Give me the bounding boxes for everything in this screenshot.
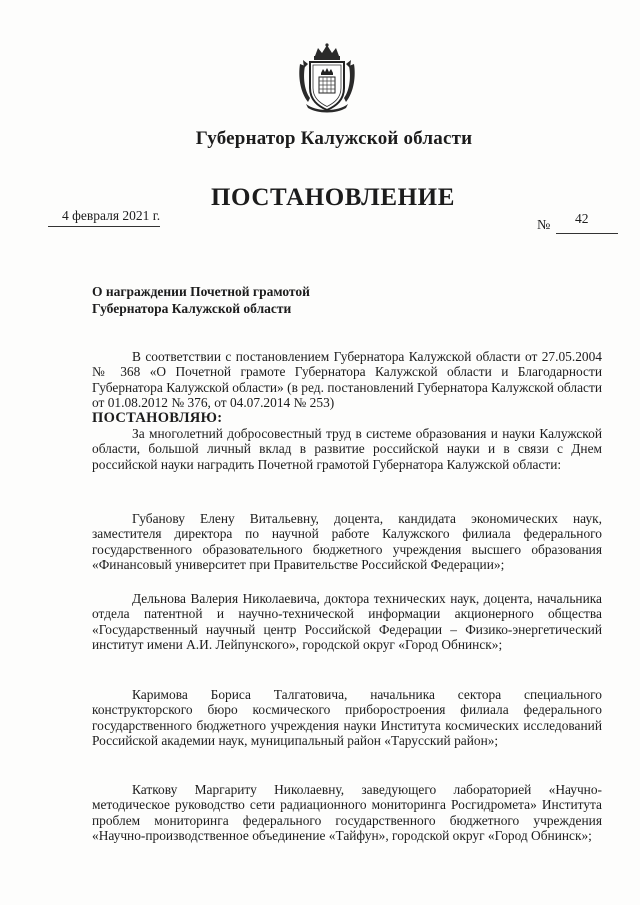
decree-word: ПОСТАНОВЛЯЮ: — [92, 409, 223, 426]
awardee-item — [92, 511, 602, 573]
subject-line-2: Губернатора Калужской области — [92, 301, 292, 316]
awardee-item — [92, 687, 602, 749]
document-number-label: № — [537, 218, 551, 233]
resolution-paragraph: За многолетний добросовестный труд в системе образования и науки Калужской области, большой личный вклад в развитие российской науки и в связи с Днем российской науки наградить Почетной грамотой Губернатора Калужской области: — [92, 426, 602, 472]
preamble-block — [92, 349, 602, 472]
document-subject — [92, 283, 310, 317]
document-number: 42 — [575, 211, 589, 226]
number-underline — [556, 233, 618, 234]
awardee-paragraph: Дельнова Валерия Николаевича, доктора технических наук, доцента, начальника отдела патентной и научно-технической информации акционерного общества «Государственный научный центр Российской Федерации – Физико-энергетический институт имени А.И. Лейпунского», городской округ «Город Обнинск»; — [92, 591, 602, 653]
coat-of-arms-icon — [296, 42, 358, 114]
awardee-item — [92, 591, 602, 653]
awardee-paragraph: Каримова Бориса Талгатовича, начальника сектора специального конструкторского бюро космического приборостроения филиала федерального государственного бюджетного учреждения науки Института космических исследований Российской академии наук, муниципальный район «Тарусский район»; — [92, 687, 602, 749]
issuer-title: Губернатор Калужской области — [195, 128, 473, 149]
date-underline — [48, 226, 160, 227]
document-date: 4 февраля 2021 г. — [62, 208, 161, 223]
awardee-item — [92, 782, 602, 844]
document-type-heading: ПОСТАНОВЛЕНИЕ — [210, 184, 456, 211]
awardee-paragraph: Каткову Маргариту Николаевну, заведующего лабораторией «Научно-методическое руководство сети радиационного мониторинга Росгидромета» Института проблем мониторинга федерального государственного бюджетного учреждения «Научно-производственное объединение «Тайфун», городской округ «Город Обнинск»; — [92, 782, 602, 844]
subject-line-1: О награждении Почетной грамотой — [92, 284, 310, 299]
preamble-paragraph: В соответствии с постановлением Губернатора Калужской области от 27.05.2004 № 368 «О Почетной грамоте Губернатора Калужской области и Благодарности Губернатора Калужской области» (в ред. постановлений Губернатора Калужской области от 01.08.2012 № 376, от 04.07.2014 № 253) — [92, 349, 602, 411]
awardee-paragraph: Губанову Елену Витальевну, доцента, кандидата экономических наук, заместителя директора по научной работе Калужского филиала федерального государственного образовательного бюджетного учреждения высшего образования «Финансовый университет при Правительстве Российской Федерации»; — [92, 511, 602, 573]
